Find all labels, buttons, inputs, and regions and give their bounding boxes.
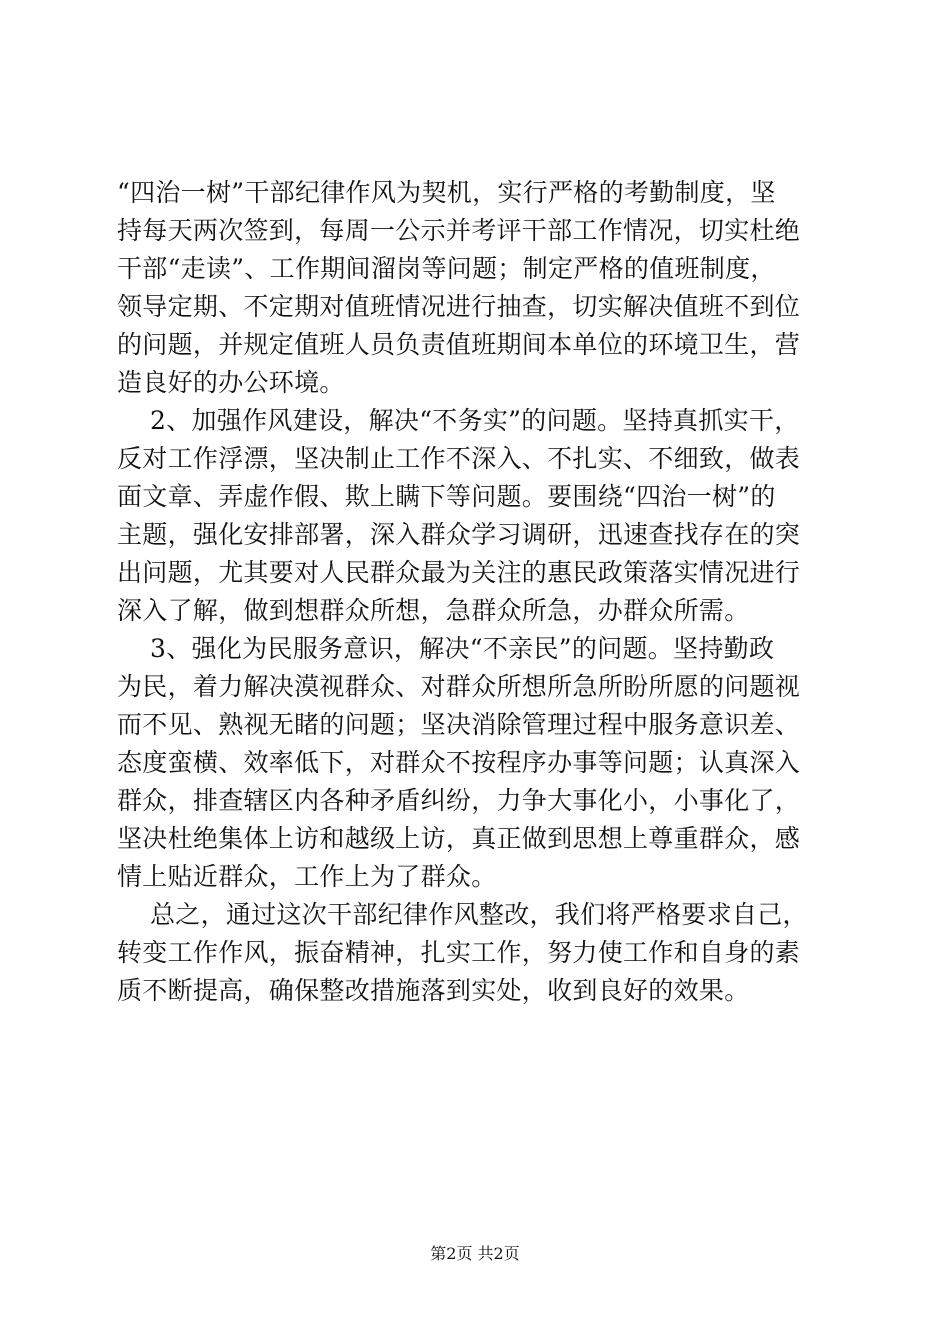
body-line: “四治一树”干部纪律作风为契机，实行严格的考勤制度，坚 xyxy=(117,178,776,207)
body-line: 造良好的办公环境。 xyxy=(117,368,345,397)
body-line: 为民，着力解决漠视群众、对群众所想所急所盼所愿的问题视 xyxy=(117,672,801,701)
body-line: 领导定期、不定期对值班情况进行抽查，切实解决值班不到位 xyxy=(117,292,801,321)
body-line: 出问题，尤其要对人民群众最为关注的惠民政策落实情况进行 xyxy=(117,558,801,587)
body-line: 3、强化为民服务意识，解决“不亲民”的问题。坚持勤政 xyxy=(117,634,775,663)
body-line: 总之，通过这次干部纪律作风整改，我们将严格要求自己， xyxy=(117,900,808,929)
body-line: 坚决杜绝集体上访和越级上访，真正做到思想上尊重群众，感 xyxy=(117,824,801,853)
body-line: 群众，排查辖区内各种矛盾纠纷，力争大事化小，小事化了， xyxy=(117,786,801,815)
body-line: 质不断提高，确保整改措施落到实处，收到良好的效果。 xyxy=(117,976,750,1005)
body-line: 而不见、熟视无睹的问题；坚决消除管理过程中服务意识差、 xyxy=(117,710,801,739)
body-line: 情上贴近群众，工作上为了群众。 xyxy=(117,862,497,891)
body-line: 干部“走读”、工作期间溜岗等问题；制定严格的值班制度， xyxy=(117,254,776,283)
body-line: 面文章、弄虚作假、欺上瞒下等问题。要围绕“四治一树”的 xyxy=(117,482,776,511)
body-line: 反对工作浮漂，坚决制止工作不深入、不扎实、不细致，做表 xyxy=(117,444,801,473)
body-line: 转变工作作风，振奋精神，扎实工作，努力使工作和自身的素 xyxy=(117,938,801,967)
body-line: 态度蛮横、效率低下，对群众不按程序办事等问题；认真深入 xyxy=(117,748,801,777)
body-line: 主题，强化安排部署，深入群众学习调研，迅速查找存在的突 xyxy=(117,520,801,549)
page-footer xyxy=(0,1244,950,1264)
body-line: 持每天两次签到，每周一公示并考评干部工作情况，切实杜绝 xyxy=(117,216,801,245)
body-line: 深入了解，做到想群众所想，急群众所急，办群众所需。 xyxy=(117,596,750,625)
body-line: 的问题，并规定值班人员负责值班期间本单位的环境卫生，营 xyxy=(117,330,801,359)
page-number: 第2页 共2页 xyxy=(430,1244,520,1263)
document-body xyxy=(117,174,837,1010)
body-line: 2、加强作风建设，解决“不务实”的问题。坚持真抓实干， xyxy=(117,406,800,435)
